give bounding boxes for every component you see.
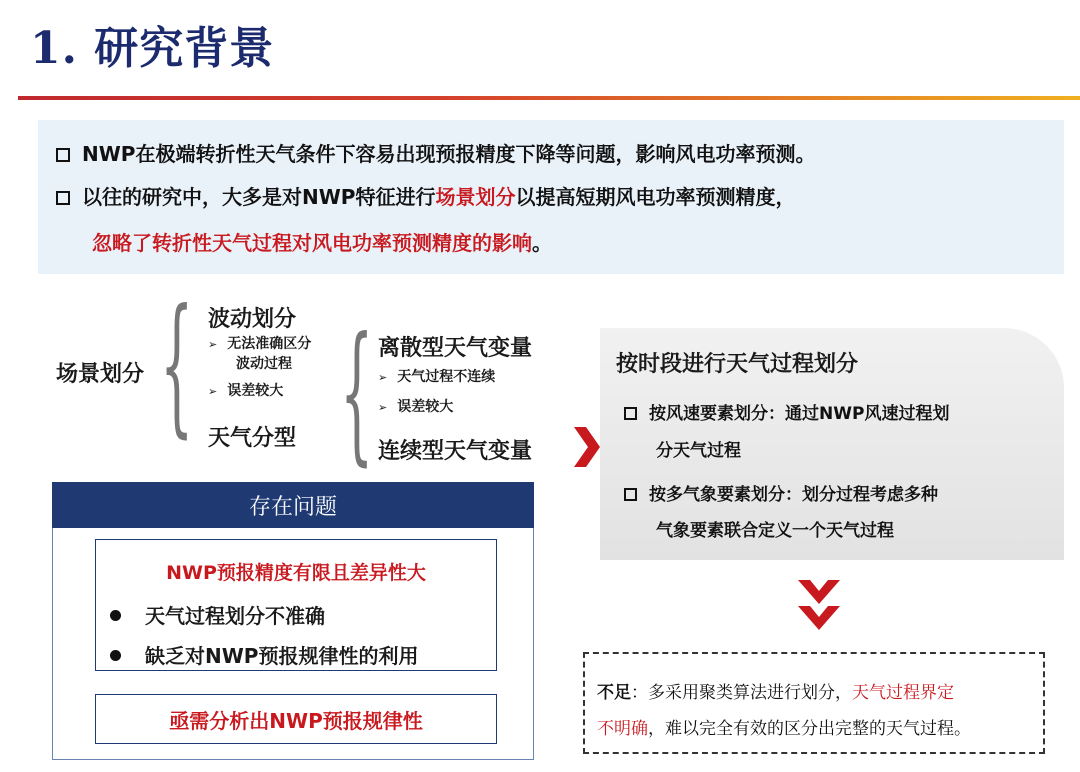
method-item-1-cont: 分天气过程 bbox=[656, 441, 741, 461]
tree-branch-1-item-1: ➢ 无法准确区分 bbox=[208, 336, 312, 352]
tree-root: 场景划分 bbox=[56, 362, 145, 387]
arrow-icon: ➢ bbox=[208, 338, 218, 351]
checkbox-icon bbox=[624, 407, 637, 420]
brace-icon: { bbox=[160, 278, 194, 452]
intro-text-2b: 以提高短期风电功率预测精度， bbox=[515, 185, 796, 209]
shortcoming-line-2: 不明确，难以完全有效的区分出完整的天气过程。 bbox=[597, 719, 971, 739]
tree-sub-1-item-2: ➢ 误差较大 bbox=[378, 399, 454, 415]
arrow-icon: ➢ bbox=[378, 401, 388, 414]
intro-text-1: NWP在极端转折性天气条件下容易出现预报精度下降等问题，影响风电功率预测。 bbox=[82, 142, 816, 166]
chevron-right-icon bbox=[570, 425, 604, 469]
arrow-icon: ➢ bbox=[378, 371, 388, 384]
intro-text-2a: 以往的研究中，大多是对NWP特征进行 bbox=[82, 185, 436, 209]
brace-icon: { bbox=[340, 306, 374, 480]
shortcoming-line-1: 不足：多采用聚类算法进行划分，天气过程界定 bbox=[597, 683, 954, 703]
tree-branch-2: 天气分型 bbox=[208, 426, 297, 451]
intro-line-1 bbox=[56, 138, 815, 167]
checkbox-icon bbox=[56, 148, 70, 162]
double-chevron-down-icon bbox=[796, 578, 842, 634]
bullet-icon bbox=[110, 650, 121, 661]
intro-text-3-end: 。 bbox=[532, 231, 552, 255]
problems-headline: NWP预报精度有限且差异性大 bbox=[166, 562, 426, 584]
problems-header: 存在问题 bbox=[52, 482, 534, 528]
method-title: 按时段进行天气过程划分 bbox=[616, 352, 859, 377]
problems-conclusion: 亟需分析出NWP预报规律性 bbox=[95, 694, 497, 744]
arrow-icon: ➢ bbox=[208, 385, 218, 398]
bullet-icon bbox=[110, 610, 121, 621]
intro-line-3 bbox=[92, 227, 552, 256]
tree-sub-1: 离散型天气变量 bbox=[378, 336, 533, 361]
tree-branch-1: 波动划分 bbox=[208, 307, 297, 332]
page-title: 1. 研究背景 bbox=[30, 23, 275, 74]
method-item-2: 按多气象要素划分：划分过程考虑多种 bbox=[624, 480, 938, 505]
shortcoming-label: 不足 bbox=[597, 683, 631, 703]
tree-sub-1-item-1: ➢ 天气过程不连续 bbox=[378, 369, 496, 385]
method-item-2-cont: 气象要素联合定义一个天气过程 bbox=[656, 521, 894, 541]
checkbox-icon bbox=[624, 488, 637, 501]
intro-highlight-scene: 场景划分 bbox=[435, 185, 516, 209]
problems-bullet-2: 缺乏对NWP预报规律性的利用 bbox=[110, 640, 418, 669]
tree-branch-1-item-2: ➢ 误差较大 bbox=[208, 383, 284, 399]
checkbox-icon bbox=[56, 191, 70, 205]
problems-bullet-1: 天气过程划分不准确 bbox=[110, 600, 325, 629]
intro-line-2 bbox=[56, 181, 795, 210]
intro-highlight-impact: 忽略了转折性天气过程对风电功率预测精度的影响 bbox=[92, 231, 532, 255]
tree-branch-1-item-1-cont: 波动过程 bbox=[236, 356, 292, 372]
method-item-1: 按风速要素划分：通过NWP风速过程划 bbox=[624, 399, 949, 424]
title-divider bbox=[18, 96, 1080, 100]
tree-sub-2: 连续型天气变量 bbox=[378, 439, 533, 464]
